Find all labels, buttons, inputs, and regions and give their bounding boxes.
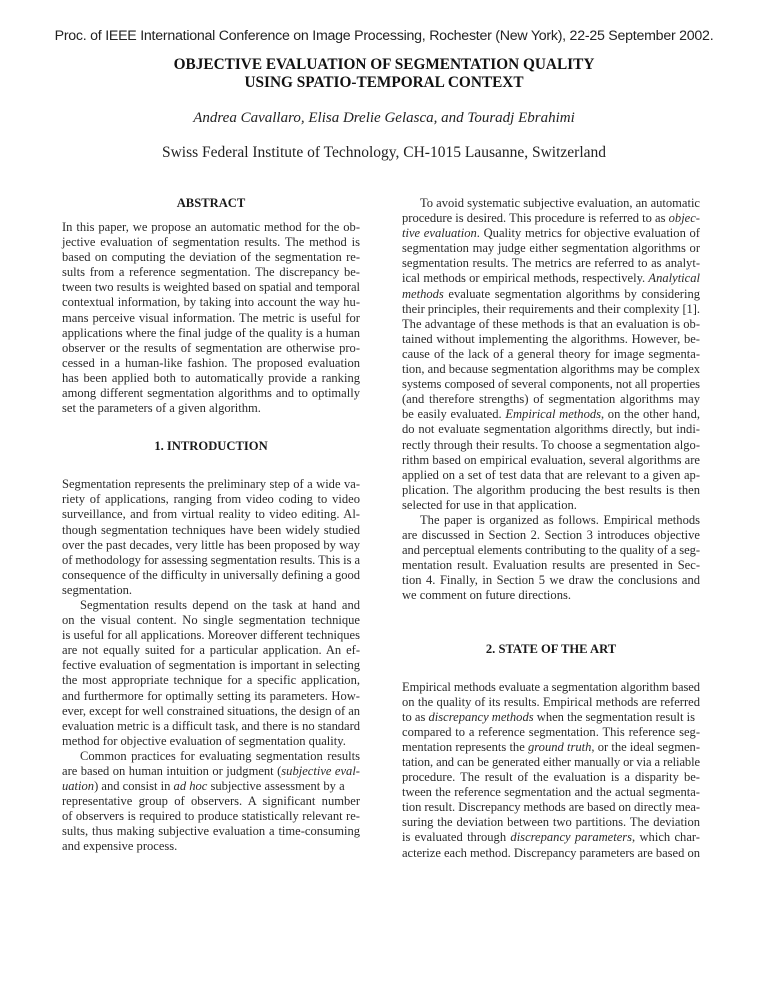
text-line: we comment on future directions.	[402, 588, 571, 603]
text-line	[62, 779, 360, 794]
text-line	[402, 226, 700, 241]
affiliation: Swiss Federal Institute of Technology, CH-1015 Lausanne, Switzerland	[161, 144, 607, 161]
text-line: are discussed in Section 2. Section 3 introduces objective	[402, 528, 700, 543]
text-span: , or the ideal segmen-	[591, 739, 700, 754]
text-span: , on the other hand,	[601, 407, 700, 422]
text-span: evaluate segmentation algorithms by considering	[443, 286, 700, 301]
text-line: tion result. Discrepancy methods are based on directly mea-	[402, 800, 701, 815]
text-line: procedure. The result of the evaluation is a disparity be-	[402, 770, 700, 785]
text-line: mentation result. Evaluation results are presented in Sec-	[402, 558, 700, 573]
title-line-1: OBJECTIVE EVALUATION OF SEGMENTATION QUALITY	[173, 56, 595, 73]
intro-paragraph-1	[62, 477, 360, 598]
text-line: do not evaluate segmentation algorithms directly, but indi-	[402, 422, 700, 437]
text-line: based on computing the deviation of the segmentation re-	[62, 250, 360, 265]
text-line: fective evaluation of segmentation is important in selecting	[62, 658, 360, 673]
text-line: on the visual content. No single segmentation technique	[62, 613, 360, 628]
abstract-body	[62, 220, 360, 416]
text-span: to as	[402, 709, 429, 724]
text-line: their principles, their requirements and their complexity [1].	[402, 301, 700, 316]
text-span: be easily evaluated.	[402, 407, 506, 422]
intro-paragraph-3	[62, 749, 360, 855]
italic-term: methods	[402, 286, 444, 301]
text-line: Empirical methods evaluate a segmentation algorithm based	[402, 679, 700, 694]
text-span: . Quality metrics for objective evaluation of	[476, 226, 700, 241]
text-line: method for objective evaluation of segmentation quality.	[62, 733, 346, 748]
text-line: and perceptual elements contributing to the quality of a seg-	[402, 543, 700, 558]
text-line	[402, 271, 700, 286]
text-line: (and therefore strengths) of segmentation algorithms may	[402, 392, 700, 407]
text-line: systems composed of several components, not all properties	[402, 377, 700, 392]
text-line: applied on a set of test data that are relevant to a given ap-	[402, 467, 700, 482]
text-line: selected for use in that application.	[402, 497, 577, 512]
left-column	[62, 196, 360, 855]
text-span: , which char-	[632, 830, 700, 845]
text-line: suring the deviation between two partitions. The deviation	[402, 815, 700, 830]
text-line: surveillance, and from virtual reality to video editing. Al-	[62, 507, 360, 522]
text-span: procedure is desired. This procedure is referred to as	[402, 211, 669, 226]
text-line: tween the reference segmentation and the actual segmenta-	[402, 785, 700, 800]
text-line: jective evaluation of segmentation results. The method is	[62, 235, 360, 250]
text-line: tained without implementing the algorithms. However, be-	[402, 331, 700, 346]
italic-term: tive evaluation	[402, 226, 477, 241]
italic-term: ad hoc	[173, 779, 208, 794]
text-span: are based on human intuition or judgment (	[62, 764, 282, 778]
text-line: cause of the lack of a general theory for image segmenta-	[402, 346, 700, 361]
text-line: consequence of the difficulty in universally defining a good	[62, 567, 360, 582]
text-line: ever, except for well constrained situations, the design of an	[62, 703, 360, 718]
text-line: The paper is organized as follows. Empirical methods	[420, 512, 700, 527]
text-line: tation, and can be generated either manually or via a reliable	[402, 755, 700, 769]
intro-paragraph-5	[402, 513, 700, 604]
text-line	[402, 740, 700, 755]
text-line: cessed in a human-like fashion. The proposed evaluation	[62, 355, 360, 370]
text-line: Segmentation represents the preliminary step of a wide va-	[62, 477, 360, 492]
text-line: on the quality of its results. Empirical methods are referred	[402, 694, 700, 709]
text-line: though segmentation techniques have been widely studied	[62, 522, 360, 537]
text-line: Segmentation results depend on the task at hand and	[80, 597, 360, 612]
text-span: mentation represents the	[402, 739, 528, 754]
text-span: is evaluated through	[402, 830, 511, 845]
text-span: subjective assessment by a	[207, 779, 345, 794]
text-span: ) and consist in	[94, 779, 174, 794]
text-line: tion 4. Finally, in Section 5 we draw the conclusions and	[402, 573, 700, 588]
italic-term: uation	[62, 779, 95, 794]
text-line: set the parameters of a given algorithm.	[62, 401, 261, 416]
italic-term: Analytical	[648, 271, 700, 286]
state-of-art-paragraph	[402, 680, 700, 861]
text-line	[402, 407, 700, 422]
text-line: applications where the final judge of the quality is a human	[62, 325, 360, 340]
text-line: rectly through their results. To choose a segmentation algo-	[402, 437, 700, 452]
text-line: rithm based on empirical evaluation, several algorithms are	[402, 452, 700, 467]
text-line: contextual information, by taking into account the way hu-	[62, 295, 360, 310]
text-line: The advantage of these methods is that an evaluation is ob-	[402, 316, 700, 331]
text-line: and furthermore for optimally setting its parameters. How-	[62, 688, 360, 703]
text-line: tion, and because segmentation algorithms may be complex	[402, 362, 700, 377]
text-span: when the segmentation result is	[533, 709, 695, 724]
text-line: of methodology for assessing segmentation results. This is a	[62, 552, 360, 567]
text-line: To avoid systematic subjective evaluation, an automatic	[420, 196, 700, 210]
text-line: has been applied both to automatically provide a ranking	[62, 370, 360, 385]
text-line: and expensive process.	[62, 839, 178, 854]
text-line	[402, 710, 700, 725]
text-line: riety of applications, ranging from video coding to video	[62, 492, 360, 507]
text-line: of observers is required to produce statistically relevant re-	[62, 809, 360, 824]
text-line: sults, thus making subjective evaluation a time-consuming	[62, 824, 360, 839]
text-line: is useful for all applications. Moreover different techniques	[62, 628, 360, 643]
italic-term: ground truth	[527, 739, 592, 754]
text-line: mans perceive visual information. The metric is useful for	[62, 310, 360, 325]
text-line: sults from a reference segmentation. The discrepancy be-	[62, 265, 360, 280]
intro-paragraph-4	[402, 196, 700, 513]
text-line	[402, 211, 700, 226]
text-line: In this paper, we propose an automatic method for the ob-	[62, 220, 360, 234]
text-line: representative group of observers. A significant number	[62, 794, 360, 809]
text-line: the most appropriate technique for a specific application,	[62, 673, 360, 688]
text-line: acterize each method. Discrepancy parameters are based on	[402, 845, 700, 860]
intro-paragraph-2	[62, 598, 360, 749]
text-line	[62, 764, 360, 779]
text-line	[402, 830, 700, 845]
italic-term: Empirical methods	[505, 407, 601, 422]
text-line: segmentation.	[62, 582, 133, 597]
text-line: Common practices for evaluating segmentation results	[80, 748, 360, 763]
text-span: ical methods or empirical methods, respectively.	[402, 271, 649, 286]
text-line: over the past decades, very little has been proposed by way	[62, 537, 360, 552]
section-2-heading: 2. STATE OF THE ART	[485, 641, 617, 656]
text-line: are not equally suited for a particular application. An ef-	[62, 643, 360, 658]
title-line-2: USING SPATIO-TEMPORAL CONTEXT	[244, 73, 524, 91]
text-line: compared to a reference segmentation. This reference seg-	[402, 724, 700, 739]
text-line: observer or the results of segmentation are otherwise pro-	[62, 340, 360, 355]
text-line: plication. The algorithm producing the best results is then	[402, 482, 700, 497]
text-line: evaluation metric is a difficult task, and there is no standard	[62, 718, 360, 733]
right-column	[402, 196, 700, 861]
text-line	[402, 287, 700, 302]
paper-title	[0, 56, 768, 91]
abstract-heading: ABSTRACT	[176, 196, 246, 210]
italic-term: discrepancy parameters	[510, 830, 633, 845]
section-1-heading: 1. INTRODUCTION	[154, 439, 268, 454]
text-line: tween two results is weighted based on spatial and temporal	[62, 280, 360, 295]
italic-term: subjective eval-	[281, 764, 360, 778]
text-line: segmentation may judge either segmentation algorithms or	[402, 241, 700, 256]
authors: Andrea Cavallaro, Elisa Drelie Gelasca, and Touradj Ebrahimi	[193, 110, 575, 126]
text-line: segmentation results. The metrics are referred to as analyt-	[402, 256, 700, 271]
italic-term: discrepancy methods	[428, 709, 534, 724]
italic-term: objec-	[668, 211, 700, 226]
conference-note: Proc. of IEEE International Conference on Image Processing, Rochester (New York), 22-25 September 2002.	[54, 28, 714, 44]
text-line: among different segmentation algorithms and to optimally	[62, 386, 360, 401]
